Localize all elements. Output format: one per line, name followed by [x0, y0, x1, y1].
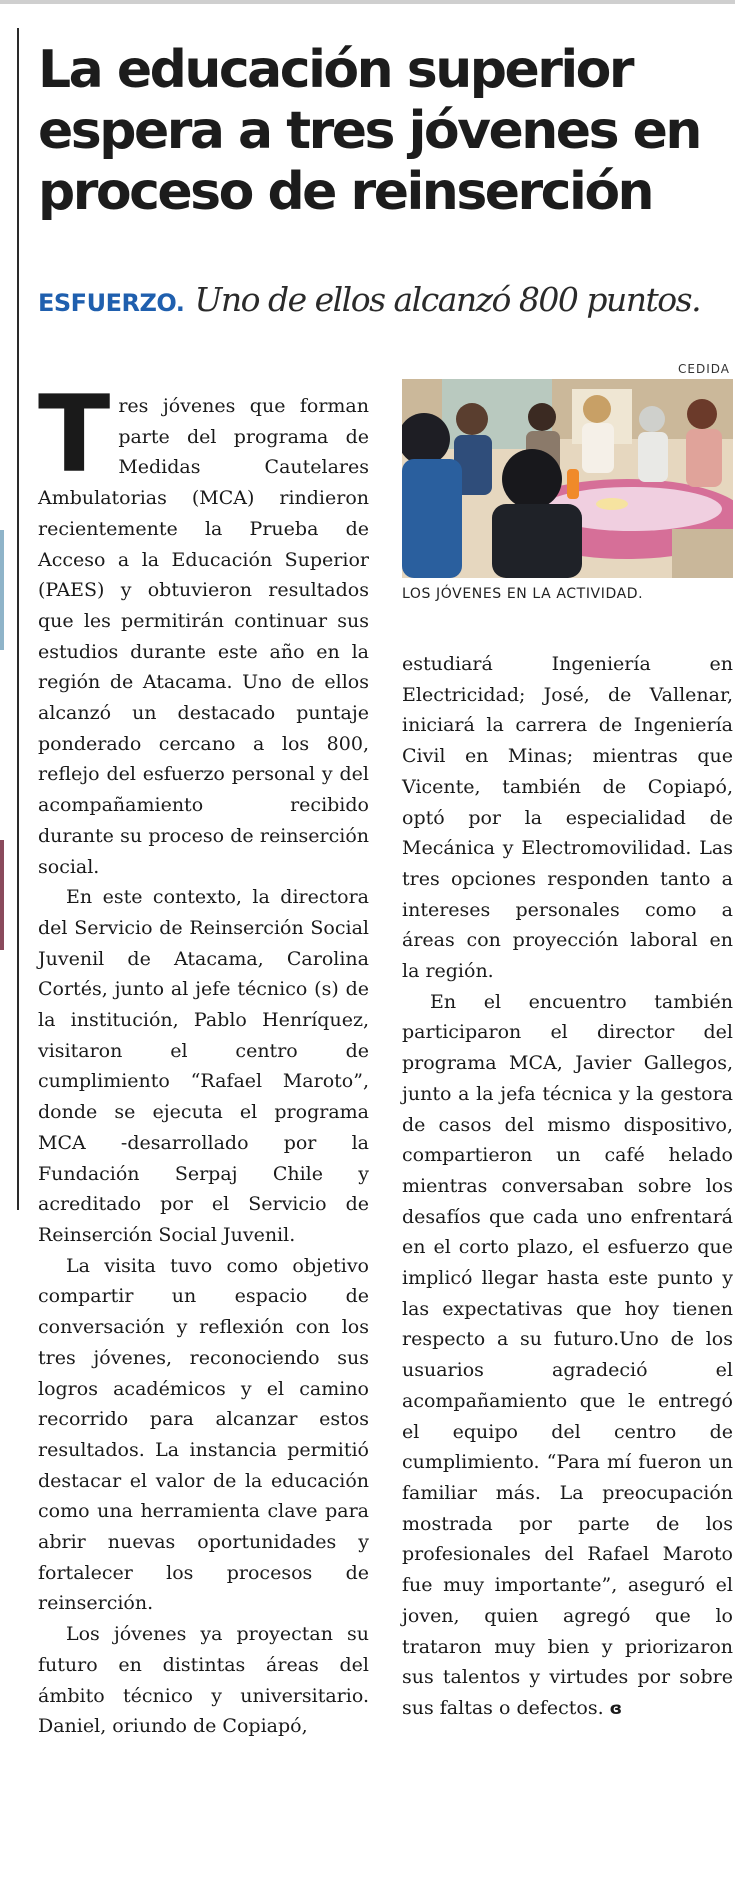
article-column-2	[402, 649, 733, 1725]
adjacent-page-strip	[0, 530, 4, 650]
end-mark-icon: ɞ	[609, 1698, 623, 1719]
column-rule	[17, 28, 19, 1210]
paragraph	[38, 373, 369, 882]
paragraph: estudiará Ingeniería en Electricidad; José, de Vallenar, iniciará la carrera de Ingeniería Civil en Minas; mientras que Vicente, también de Copiapó, optó por la especialidad de Mecánica y Electromovilidad. Las tres opciones responden tanto a intereses personales como a áreas con proyección laboral en la región.	[402, 653, 733, 983]
paragraph	[402, 987, 733, 1725]
paragraph-text: En el encuentro también participaron el director del programa MCA, Javier Gallegos, junto a la jefa técnica y la gestora de casos del mismo dispositivo, compartieron un café helado mientras conversaban sobre los desafíos que cada uno enfrentará en el corto plazo, el esfuerzo que implicó llegar hasta este punto y las expectativas que hoy tienen respecto a su futuro.Uno de los usuarios agradeció el acompañamiento que le entregó el equipo del centro de cumplimiento. “Para mí fueron un familiar más. La preocupación mostrada por parte de los profesionales del Rafael Maroto fue muy importante”, aseguró el joven, quien agregó que lo trataron muy bien y priorizaron sus talentos y virtudes por sobre sus faltas o defectos.	[402, 990, 733, 1719]
kicker: ESFUERZO.	[38, 289, 185, 317]
adjacent-page-strip	[0, 840, 4, 950]
photo-caption: LOS JÓVENES EN LA ACTIVIDAD.	[402, 586, 644, 602]
subhead	[38, 280, 738, 323]
paragraph: En este contexto, la directora del Servicio de Reinserción Social Juvenil de Atacama, Carolina Cortés, junto al jefe técnico (s) de la institución, Pablo Henríquez, visitaron el centro de cumplimiento “Rafael Maroto”, donde se ejecuta el programa MCA -desarrollado por la Fundación Serpaj Chile y acreditado por el Servicio de Reinserción Social Juvenil.	[38, 886, 369, 1246]
paragraph: La visita tuvo como objetivo compartir un espacio de conversación y reflexión con los tres jóvenes, reconociendo sus logros académicos y el camino recorrido para alcanzar estos resultados. La instancia permitió destacar el valor de la educación como una herramienta clave para abrir nuevas oportunidades y fortalecer los procesos de reinserción.	[38, 1254, 369, 1615]
top-rule	[0, 0, 735, 4]
paragraph-text: res jóvenes que forman parte del programa de Medidas Cautelares Ambulatorias (MCA) rindieron recientemente la Prueba de Acceso a la Educación Superior (PAES) y obtuvieron resultados que les permitirán continuar sus estudios durante este año en la región de Atacama. Uno de ellos alcanzó un destacado puntaje ponderado cercano a los 800, reflejo del esfuerzo personal y del acompañamiento recibido durante su proceso de reinserción social.	[38, 395, 369, 878]
paragraph: Los jóvenes ya proyectan su futuro en distintas áreas del ámbito técnico y universitario. Daniel, oriundo de Copiapó,	[38, 1623, 369, 1738]
photo-credit: CEDIDA	[678, 362, 730, 376]
photo-illustration	[402, 379, 733, 578]
headline: La educación superior espera a tres jóvenes en proceso de reinserción	[38, 40, 700, 222]
article-photo	[402, 379, 733, 578]
deck: Uno de ellos alcanzó 800 puntos.	[194, 280, 701, 319]
dropcap: T	[38, 373, 111, 496]
article-column-1	[38, 373, 369, 1742]
